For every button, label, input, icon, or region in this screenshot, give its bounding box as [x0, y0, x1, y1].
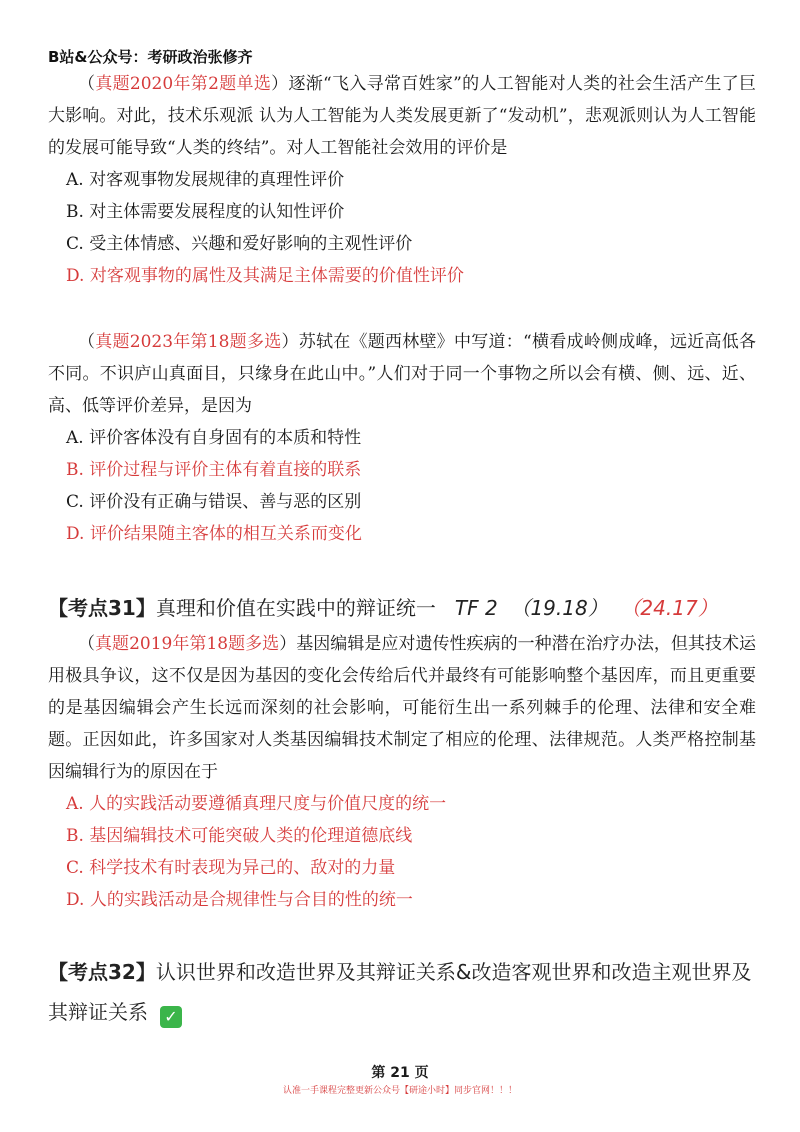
key-point-31-bracket: 【考点31】 — [48, 596, 156, 620]
question-2-stem: （真题2023年第18题多选）苏轼在《题西林壁》中写道：“横看成岭侧成峰，远近高低各不同。不识庐山真面目，只缘身在此山中。”人们对于同一个事物之所以会有横、侧、远、近、高、低等评价差异，是因为 — [48, 332, 757, 416]
question-1 — [48, 68, 756, 292]
key-point-32-bracket: 【考点32】 — [48, 960, 156, 984]
question-2-option-b: B. 评价过程与评价主体有着直接的联系 — [66, 460, 362, 480]
question-3-option-c: C. 科学技术有时表现为异己的、敌对的力量 — [66, 858, 396, 878]
question-1-stem: （真题2020年第2题单选）逐渐“飞入寻常百姓家”的人工智能对人类的社会生活产生了巨大影响。对此，技术乐观派 认为人工智能为人类发展更新了“发动机”，悲观派则认为人工智能的发展可能导致“人类的终结”。对人工智能社会效用的评价是 — [48, 74, 757, 158]
question-3-tag: 真题2019年第18题多选 — [95, 634, 280, 654]
key-point-31-title: 真理和价值在实践中的辩证统一 — [155, 596, 436, 620]
question-2-text: 苏轼在《题西林壁》中写道：“横看成岭侧成峰，远近高低各不同。不识庐山真面目，只缘身在此山中。”人们对于同一个事物之所以会有横、侧、远、近、高、低等评价差异，是因为 — [48, 332, 757, 416]
question-2-option-d: D. 评价结果随主客体的相互关系而变化 — [66, 524, 362, 544]
question-3-text: 基因编辑是应对遗传性疾病的一种潜在治疗办法，但其技术运用极具争议，这不仅是因为基因的变化会传给后代并最终有可能影响整个基因库，而且更重要的是基因编辑会产生长远而深刻的社会影响，可能衍生出一系列棘手的伦理、法律和安全难题。正因如此，许多国家对人类基因编辑技术制定了相应的伦理、法律规范。人类严格控制基因编辑行为的原因在于 — [48, 634, 757, 782]
key-point-31-years: （19.18） — [510, 596, 608, 620]
question-1-text: 逐渐“飞入寻常百姓家”的人工智能对人类的社会生活产生了巨大影响。对此，技术乐观派 认为人工智能为人类发展更新了“发动机”，悲观派则认为人工智能的发展可能导致“人类的终结”。对人工智能社会效用的评价是 — [48, 74, 757, 158]
question-1-tag: 真题2020年第2题单选 — [95, 74, 272, 94]
question-1-option-c: C. 受主体情感、兴趣和爱好影响的主观性评价 — [66, 234, 413, 254]
question-1-option-b: B. 对主体需要发展程度的认知性评价 — [66, 202, 345, 222]
question-3-option-d: D. 人的实践活动是合规律性与合目的性的统一 — [66, 890, 413, 910]
question-3-option-a: A. 人的实践活动要遵循真理尺度与价值尺度的统一 — [66, 794, 447, 814]
key-point-31-tf: TF 2 — [454, 596, 498, 620]
question-3-stem: （真题2019年第18题多选）基因编辑是应对遗传性疾病的一种潜在治疗办法，但其技术运用极具争议，这不仅是因为基因的变化会传给后代并最终有可能影响整个基因库，而且更重要的是基因编辑会产生长远而深刻的社会影响，可能衍生出一系列棘手的伦理、法律和安全难题。正因如此，许多国家对人类基因编辑技术制定了相应的伦理、法律规范。人类严格控制基因编辑行为的原因在于 — [48, 634, 757, 782]
key-point-31-years-red: （24.17） — [620, 596, 718, 620]
question-3-option-b: B. 基因编辑技术可能突破人类的伦理道德底线 — [66, 826, 413, 846]
page-header: B站&公众号：考研政治张修齐 — [48, 48, 253, 66]
key-point-32-heading — [48, 952, 760, 1032]
check-mark-icon: ✓ — [160, 1006, 182, 1028]
question-2 — [48, 326, 756, 550]
question-2-option-a: A. 评价客体没有自身固有的本质和特性 — [66, 428, 362, 448]
key-point-32-title: 认识世界和改造世界及其辩证关系&改造客观世界和改造主观世界及其辩证关系 — [48, 960, 752, 1024]
question-2-tag: 真题2023年第18题多选 — [95, 332, 282, 352]
page-number: 第 21 页 — [371, 1065, 429, 1081]
footer-notice: 认准一手课程完整更新公众号【研途小时】同步官网！！！ — [282, 1086, 517, 1096]
question-1-option-a: A. 对客观事物发展规律的真理性评价 — [66, 170, 345, 190]
key-point-31-heading — [48, 588, 760, 628]
question-3 — [48, 628, 756, 916]
question-1-option-d: D. 对客观事物的属性及其满足主体需要的价值性评价 — [66, 266, 464, 286]
question-2-option-c: C. 评价没有正确与错误、善与恶的区别 — [66, 492, 362, 512]
